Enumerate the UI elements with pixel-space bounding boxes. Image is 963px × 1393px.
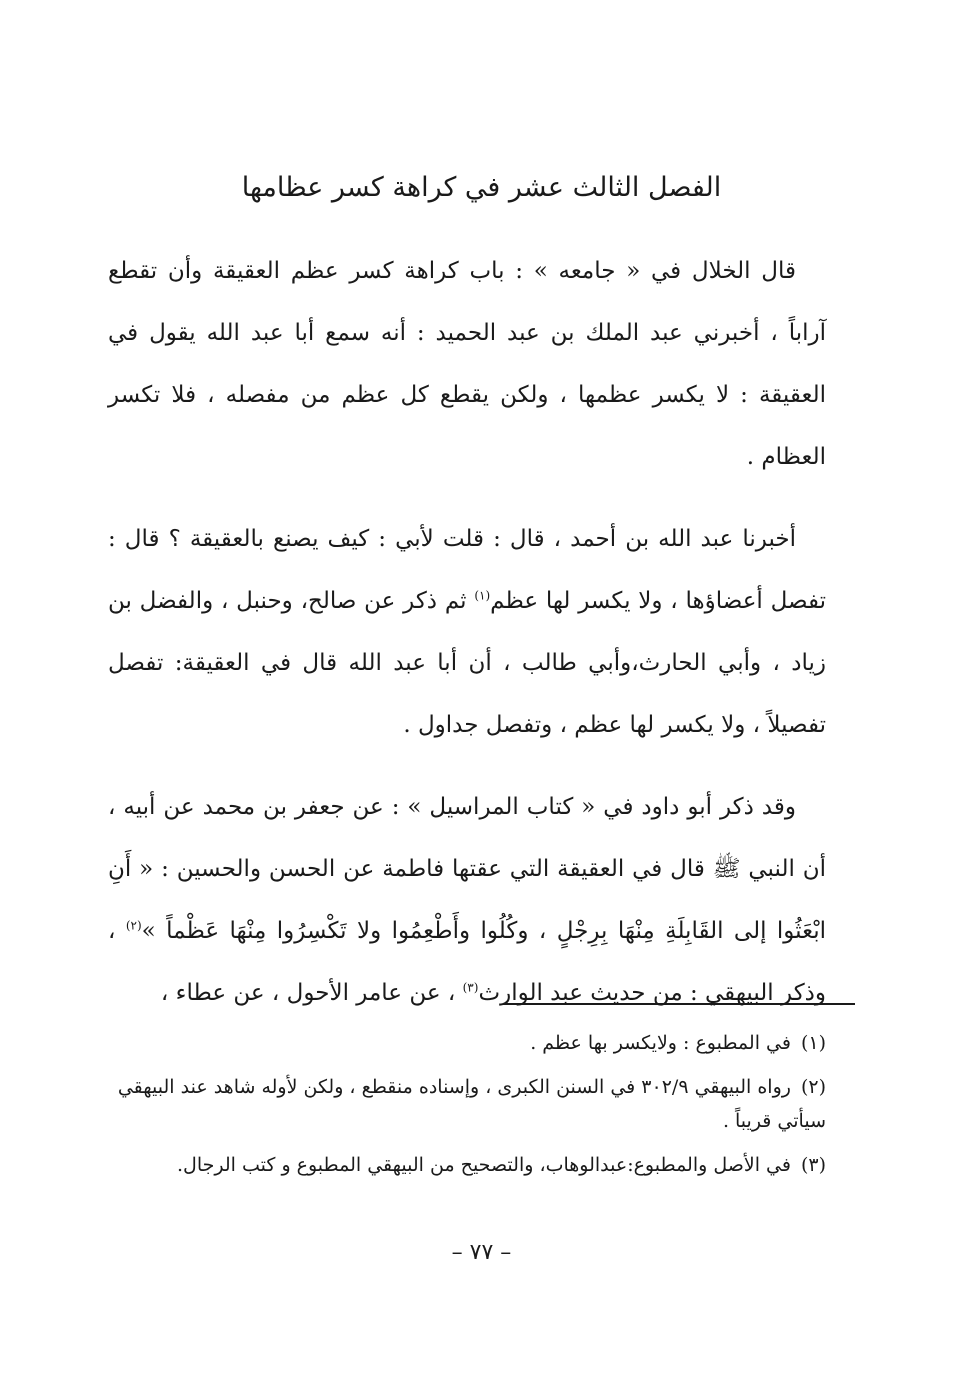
footnote-marker-1: (١) <box>474 588 491 603</box>
footnote-divider <box>503 1003 855 1005</box>
footnote-2 <box>108 1070 826 1138</box>
footnote-marker-3: (٣) <box>462 980 479 995</box>
paragraph-1: قال الخلال في « جامعه » : باب كراهة كسر عظم العقيقة وأن تقطع آراباً ، أخبرني عبد الملك بن عبد الحميد : أنه سمع أبا عبد الله يقول في العقيقة : لا يكسر عظمها ، ولكن يقطع كل عظم من مفصله ، فلا تكسر العظام . <box>108 258 826 470</box>
chapter-title: الفصل الثالث عشر في كراهة كسر عظامها <box>241 172 722 203</box>
footnotes <box>108 1026 826 1192</box>
footnote-3 <box>108 1148 826 1182</box>
main-text <box>108 240 826 1044</box>
footnote-text: في المطبوع : ولايكسر بها عظم . <box>530 1032 791 1054</box>
footnote-number: (١) <box>800 1032 826 1054</box>
footnote-1 <box>108 1026 826 1060</box>
paragraph-3-start: وقد ذكر أبو داود في « كتاب المراسيل » : عن جعفر بن محمد عن أبيه ، أن النبي ﷺ قال في العقيقة التي عقتها فاطمة عن الحسن والحسين : « أَنِ ابْعَثُوا إلى القَابِلَةِ مِنْهَا بِرِجْلٍ ، وكُلُوا وأَطْعِمُوا ولا تَكْسِرُوا مِنْهَا عَظْماً » <box>108 794 827 944</box>
paragraph-3-tail: ، عن عامر الأحول ، عن عطاء ، <box>160 980 463 1006</box>
paragraph-3-rest: ، وذكر البيهقي : من حديث عبد الوارث <box>108 918 826 1006</box>
page-number: – ٧٧ – <box>451 1240 512 1265</box>
paragraph-2-rest: ثم ذكر عن صالح، وحنبل ، والفضل بن زياد ، وأبي الحارث،وأبي طالب ، أن أبا عبد الله قال في العقيقة: تفصل تفصيلاً ، ولا يكسر لها عظم ، وتفصل جداول . <box>108 588 826 738</box>
footnote-number: (٢) <box>800 1076 826 1098</box>
paragraph-2 <box>108 508 826 756</box>
paragraph-3 <box>108 776 826 1024</box>
footnote-number: (٣) <box>800 1154 826 1176</box>
footnote-text: في الأصل والمطبوع:عبدالوهاب، والتصحيح من البيهقي المطبوع و كتب الرجال. <box>177 1154 791 1176</box>
footnote-marker-2: (٢) <box>125 918 142 933</box>
footnote-text: رواه البيهقي ٣٠٢/٩ في السنن الكبرى ، وإسناده منقطع ، ولكن لأوله شاهد عند البيهقي سيأتي قريباً . <box>117 1076 826 1132</box>
paragraph-2-start: أخبرنا عبد الله بن أحمد ، قال : قلت لأبي : كيف يصنع بالعقيقة ؟ قال : تفصل أعضاؤها ، ولا يكسر لها عظم <box>108 526 826 614</box>
